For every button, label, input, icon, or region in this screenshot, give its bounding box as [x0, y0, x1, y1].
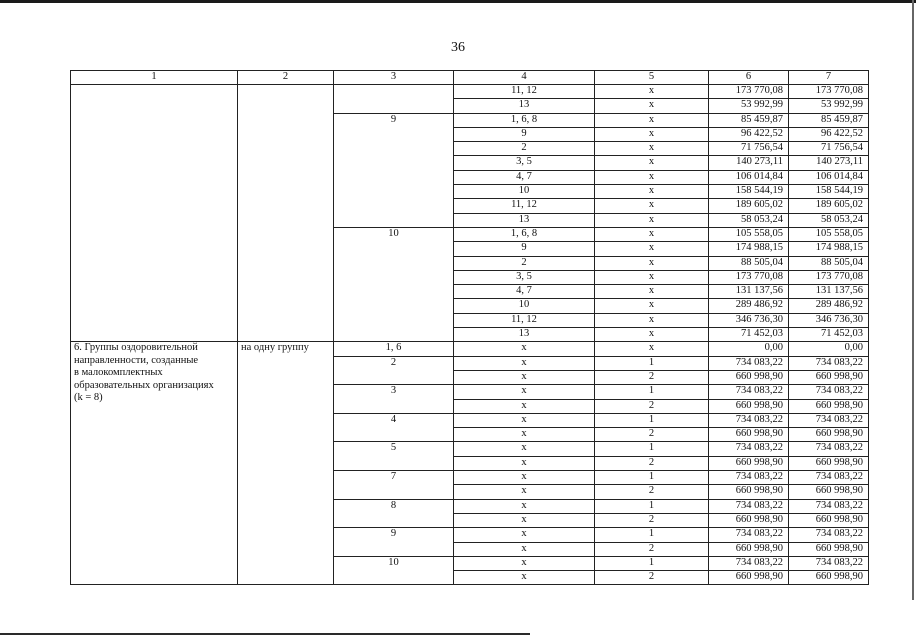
group-label: 10: [334, 556, 454, 585]
header-cell-1: 1: [71, 71, 238, 85]
col6-value: 734 083,22: [709, 356, 789, 370]
col4-cell: x: [454, 385, 595, 399]
group-label: 8: [334, 499, 454, 528]
col6-value: 158 544,19: [709, 185, 789, 199]
col4-cell: 4, 7: [454, 170, 595, 184]
continuation-col2-cell: [238, 85, 334, 342]
col6-value: 71 452,03: [709, 328, 789, 342]
col5-cell: 2: [595, 456, 709, 470]
col5-cell: x: [595, 113, 709, 127]
col5-cell: 1: [595, 471, 709, 485]
col6-value: 189 605,02: [709, 199, 789, 213]
col7-value: 71 452,03: [789, 328, 869, 342]
scan-top-edge: [0, 0, 916, 3]
col6-value: 106 014,84: [709, 170, 789, 184]
col7-value: 346 736,30: [789, 313, 869, 327]
rates-table: [70, 70, 869, 585]
col5-cell: x: [595, 127, 709, 141]
col7-value: 131 137,56: [789, 285, 869, 299]
col6-value: 53 992,99: [709, 99, 789, 113]
col5-cell: 2: [595, 428, 709, 442]
col6-value: 660 998,90: [709, 370, 789, 384]
col7-value: 85 459,87: [789, 113, 869, 127]
col4-cell: 13: [454, 328, 595, 342]
col7-value: 174 988,15: [789, 242, 869, 256]
col5-cell: x: [595, 213, 709, 227]
col6-value: 660 998,90: [709, 399, 789, 413]
col5-cell: 2: [595, 571, 709, 585]
col4-cell: 3, 5: [454, 270, 595, 284]
col5-cell: 1: [595, 442, 709, 456]
col6-value: 734 083,22: [709, 413, 789, 427]
col7-value: 660 998,90: [789, 399, 869, 413]
col6-value: 173 770,08: [709, 85, 789, 99]
col5-cell: x: [595, 285, 709, 299]
col4-cell: x: [454, 399, 595, 413]
col4-cell: x: [454, 485, 595, 499]
col7-value: 734 083,22: [789, 471, 869, 485]
group-label: 9: [334, 528, 454, 557]
col5-cell: 2: [595, 485, 709, 499]
col7-value: 53 992,99: [789, 99, 869, 113]
col5-cell: 2: [595, 542, 709, 556]
col7-value: 106 014,84: [789, 170, 869, 184]
col6-value: 174 988,15: [709, 242, 789, 256]
col4-cell: x: [454, 556, 595, 570]
col7-value: 734 083,22: [789, 528, 869, 542]
col5-cell: x: [595, 328, 709, 342]
col4-cell: x: [454, 342, 595, 356]
col4-cell: 3, 5: [454, 156, 595, 170]
col7-value: 660 998,90: [789, 428, 869, 442]
col5-cell: x: [595, 142, 709, 156]
col4-cell: 10: [454, 185, 595, 199]
col6-value: 734 083,22: [709, 499, 789, 513]
col7-value: 734 083,22: [789, 499, 869, 513]
col6-value: 346 736,30: [709, 313, 789, 327]
group-label: 4: [334, 413, 454, 442]
col4-cell: 10: [454, 299, 595, 313]
col6-value: 71 756,54: [709, 142, 789, 156]
col4-cell: x: [454, 456, 595, 470]
col6-value: 88 505,04: [709, 256, 789, 270]
header-cell-7: 7: [789, 71, 869, 85]
group-label: 9: [334, 113, 454, 227]
col4-cell: 11, 12: [454, 313, 595, 327]
col6-value: 0,00: [709, 342, 789, 356]
col7-value: 660 998,90: [789, 542, 869, 556]
col6-value: 660 998,90: [709, 485, 789, 499]
col4-cell: 4, 7: [454, 285, 595, 299]
col6-value: 96 422,52: [709, 127, 789, 141]
col6-value: 660 998,90: [709, 456, 789, 470]
col6-value: 734 083,22: [709, 528, 789, 542]
col7-value: 660 998,90: [789, 571, 869, 585]
col4-cell: 2: [454, 142, 595, 156]
col4-cell: 11, 12: [454, 199, 595, 213]
col4-cell: 1, 6, 8: [454, 227, 595, 241]
group-label: 5: [334, 442, 454, 471]
header-cell-4: 4: [454, 71, 595, 85]
col7-value: 189 605,02: [789, 199, 869, 213]
section6-title-line: (k = 8): [74, 392, 103, 404]
col4-cell: 9: [454, 242, 595, 256]
col7-value: 289 486,92: [789, 299, 869, 313]
col5-cell: 1: [595, 413, 709, 427]
header-cell-3: 3: [334, 71, 454, 85]
col4-cell: 9: [454, 127, 595, 141]
col6-value: 289 486,92: [709, 299, 789, 313]
col6-value: 105 558,05: [709, 227, 789, 241]
col4-cell: x: [454, 413, 595, 427]
section6-title-line: в малокомплектных: [74, 367, 163, 379]
section6-unit: на одну группу: [238, 342, 334, 585]
col5-cell: x: [595, 242, 709, 256]
col5-cell: x: [595, 185, 709, 199]
table-header: [71, 71, 869, 85]
col7-value: 734 083,22: [789, 385, 869, 399]
section6-title: [71, 342, 238, 585]
col4-cell: x: [454, 471, 595, 485]
col6-value: 660 998,90: [709, 428, 789, 442]
col7-value: 660 998,90: [789, 513, 869, 527]
col7-value: 734 083,22: [789, 556, 869, 570]
col7-value: 734 083,22: [789, 442, 869, 456]
col4-cell: 13: [454, 213, 595, 227]
col4-cell: x: [454, 428, 595, 442]
col5-cell: x: [595, 227, 709, 241]
col4-cell: 11, 12: [454, 85, 595, 99]
col5-cell: x: [595, 199, 709, 213]
col6-value: 734 083,22: [709, 385, 789, 399]
col5-cell: 2: [595, 513, 709, 527]
group-label: 2: [334, 356, 454, 385]
col4-cell: 13: [454, 99, 595, 113]
group-label: 7: [334, 471, 454, 500]
col4-cell: 1, 6, 8: [454, 113, 595, 127]
continuation-col1-cell: [71, 85, 238, 342]
col6-value: 660 998,90: [709, 513, 789, 527]
col7-value: 734 083,22: [789, 413, 869, 427]
col4-cell: x: [454, 571, 595, 585]
scan-right-edge: [912, 0, 914, 600]
col7-value: 734 083,22: [789, 356, 869, 370]
col7-value: 71 756,54: [789, 142, 869, 156]
col5-cell: 1: [595, 556, 709, 570]
col5-cell: 1: [595, 528, 709, 542]
header-cell-2: 2: [238, 71, 334, 85]
section6-title-line: образовательных организациях: [74, 379, 214, 391]
col4-cell: x: [454, 356, 595, 370]
col5-cell: 1: [595, 356, 709, 370]
col5-cell: x: [595, 85, 709, 99]
table-row: [71, 342, 869, 356]
col4-cell: x: [454, 370, 595, 384]
col7-value: 58 053,24: [789, 213, 869, 227]
section6-title-line: 6. Группы оздоровительной: [74, 342, 198, 354]
col6-value: 734 083,22: [709, 556, 789, 570]
col5-cell: 1: [595, 385, 709, 399]
col5-cell: x: [595, 156, 709, 170]
col6-value: 660 998,90: [709, 542, 789, 556]
col4-cell: 2: [454, 256, 595, 270]
col5-cell: x: [595, 299, 709, 313]
col5-cell: x: [595, 170, 709, 184]
col6-value: 734 083,22: [709, 471, 789, 485]
col7-value: 173 770,08: [789, 85, 869, 99]
col7-value: 660 998,90: [789, 485, 869, 499]
col7-value: 173 770,08: [789, 270, 869, 284]
col7-value: 660 998,90: [789, 456, 869, 470]
header-row: [71, 71, 869, 85]
col6-value: 85 459,87: [709, 113, 789, 127]
col4-cell: x: [454, 442, 595, 456]
col6-value: 660 998,90: [709, 571, 789, 585]
col6-value: 131 137,56: [709, 285, 789, 299]
col5-cell: x: [595, 256, 709, 270]
col7-value: 158 544,19: [789, 185, 869, 199]
section6-first-col3: 1, 6: [334, 342, 454, 356]
col4-cell: x: [454, 528, 595, 542]
group-label: 3: [334, 385, 454, 414]
col6-value: 140 273,11: [709, 156, 789, 170]
col6-value: 734 083,22: [709, 442, 789, 456]
col7-value: 96 422,52: [789, 127, 869, 141]
col6-value: 173 770,08: [709, 270, 789, 284]
col7-value: 140 273,11: [789, 156, 869, 170]
col4-cell: x: [454, 542, 595, 556]
table-row: [71, 85, 869, 99]
col4-cell: x: [454, 513, 595, 527]
scan-bottom-edge: [0, 633, 530, 635]
col4-cell: x: [454, 499, 595, 513]
col5-cell: 1: [595, 499, 709, 513]
group-label: 10: [334, 227, 454, 341]
col7-value: 88 505,04: [789, 256, 869, 270]
col5-cell: x: [595, 270, 709, 284]
col6-value: 58 053,24: [709, 213, 789, 227]
page-number: 36: [451, 40, 465, 55]
col7-value: 105 558,05: [789, 227, 869, 241]
col5-cell: x: [595, 99, 709, 113]
col7-value: 0,00: [789, 342, 869, 356]
table-body: [71, 85, 869, 585]
section6-title-line: направленности, созданные: [74, 354, 199, 366]
continuation-col3-cell: [334, 85, 454, 114]
header-cell-5: 5: [595, 71, 709, 85]
col5-cell: 2: [595, 370, 709, 384]
col5-cell: 2: [595, 399, 709, 413]
header-cell-6: 6: [709, 71, 789, 85]
col5-cell: x: [595, 313, 709, 327]
col7-value: 660 998,90: [789, 370, 869, 384]
col5-cell: x: [595, 342, 709, 356]
